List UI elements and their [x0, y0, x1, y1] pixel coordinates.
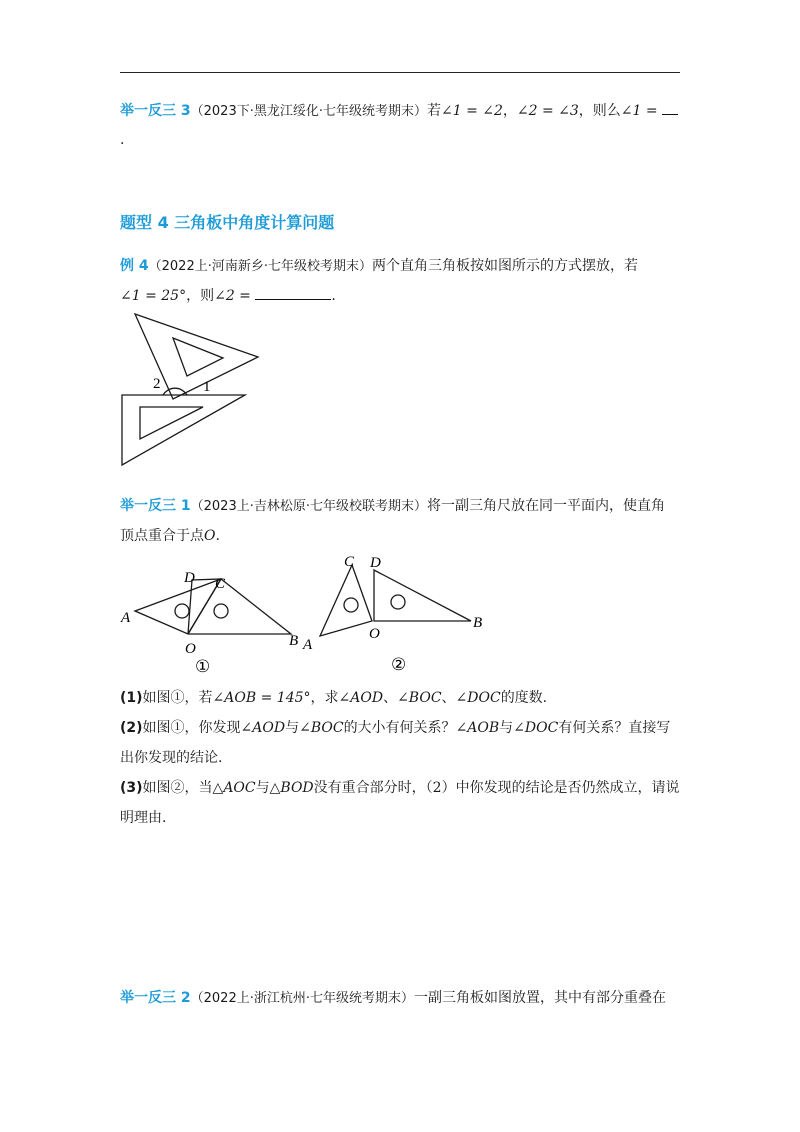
- example4-period: .: [331, 288, 336, 304]
- part1-e1: ∠AOD: [338, 690, 384, 706]
- q-tri3-line: [120, 100, 678, 122]
- fig1-label-A: A: [121, 610, 131, 626]
- part2-mid1: 与: [285, 720, 300, 736]
- q-tri1-text: 将一副三角尺放在同一平面内，使直角: [426, 498, 665, 514]
- fig2-triangle-bod: [374, 570, 471, 621]
- q-tri2-source: （2022上·浙江杭州·七年级统考期末）: [190, 991, 414, 1006]
- part2-mid3: 与: [499, 720, 514, 736]
- q-tri3-text-pre: 若: [426, 103, 441, 119]
- figure-2: [295, 550, 495, 680]
- part1-expr: ∠AOB = 145°: [212, 690, 311, 706]
- q-tri1-line2-var: O: [204, 528, 216, 544]
- example4-line1: [120, 256, 638, 277]
- fig2-label-O: O: [369, 626, 380, 642]
- fig1-triangle-aob: [135, 579, 291, 634]
- part2-pre: 如图①，你发现: [142, 720, 241, 736]
- part3-pre: 如图②，当: [142, 780, 213, 796]
- fig1-caption: ①: [195, 657, 211, 676]
- fig2-label-A: A: [303, 637, 313, 653]
- example4-text-mid: ，则: [186, 288, 215, 304]
- upper-triangle-inner: [173, 338, 223, 376]
- q-tri1-line2: [120, 526, 220, 546]
- example4-figure: [115, 308, 265, 470]
- q-tri3-expr3: ∠1 =: [620, 103, 658, 119]
- q-tri3-tag: 举一反三 3: [120, 103, 191, 119]
- part1-num: (1): [120, 690, 143, 706]
- fig2-hole-left: [344, 598, 358, 612]
- fig1-label-B: B: [289, 633, 299, 649]
- q-tri1-part3-line1: [120, 778, 680, 798]
- example4-source: （2022上·河南新乡·七年级校考期末）: [148, 259, 372, 274]
- part2-post: 有何关系？直接写: [558, 720, 671, 736]
- figure-1: [115, 550, 315, 680]
- example4-text: 两个直角三角板按如图所示的方式摆放，若: [371, 258, 638, 274]
- q-tri1-source: （2023上·吉林松原·七年级校联考期末）: [190, 499, 427, 514]
- part3-post: 没有重合部分时，（2）中你发现的结论是否仍然成立，请说: [313, 780, 680, 796]
- fig2-caption: ②: [391, 655, 407, 674]
- example4-tag: 例 4: [120, 258, 149, 274]
- part2-mid2: 的大小有何关系？: [343, 720, 456, 736]
- label-angle-1: 1: [203, 379, 211, 395]
- fig1-label-O: O: [185, 641, 196, 657]
- q-tri1-part2-line1: [120, 718, 670, 738]
- fig2-label-B: B: [473, 615, 483, 631]
- q-tri3-period: .: [120, 132, 125, 148]
- part1-sep2: 、: [441, 690, 456, 706]
- part1-e2: ∠BOC: [397, 690, 442, 706]
- part2-e3: ∠AOB: [455, 720, 500, 736]
- q-tri1-tag: 举一反三 1: [120, 498, 191, 514]
- q-tri1-line1: [120, 496, 665, 517]
- part2-e1: ∠AOD: [240, 720, 286, 736]
- fig1-label-D: D: [184, 570, 195, 586]
- part1-post: 的度数.: [500, 690, 548, 706]
- q-tri2-tag: 举一反三 2: [120, 990, 191, 1006]
- q-tri3-expr1: ∠1 = ∠2: [440, 103, 503, 119]
- q-tri1-part3-line2: 明理由.: [120, 810, 167, 826]
- q-tri2-line: [120, 988, 666, 1009]
- part1-sep1: 、: [383, 690, 398, 706]
- fig1-label-C: C: [215, 576, 226, 592]
- part2-e4: ∠DOC: [513, 720, 559, 736]
- fig2-hole-right: [391, 595, 405, 609]
- q-tri3-answer-blank[interactable]: [662, 100, 678, 115]
- q-tri1-part2-line2: 出你发现的结论.: [120, 750, 223, 766]
- q-tri2-text: 一副三角板如图放置，其中有部分重叠在: [413, 990, 666, 1006]
- example4-answer-blank[interactable]: [255, 285, 331, 300]
- part3-e1: △AOC: [212, 780, 256, 796]
- part3-num: (3): [120, 780, 143, 796]
- q-tri3-text-mid: ，则么: [578, 103, 621, 119]
- q-tri3-source: （2023下·黑龙江绥化·七年级统考期末）: [190, 104, 427, 119]
- part1-e3: ∠DOC: [455, 690, 501, 706]
- part1-pre: 如图①，若: [142, 690, 213, 706]
- q-tri3-comma: ，: [502, 103, 517, 119]
- part2-num: (2): [120, 720, 143, 736]
- q-tri1-line2-pre: 顶点重合于点: [120, 528, 204, 544]
- lower-triangle-inner: [140, 407, 203, 439]
- top-rule: [120, 72, 680, 73]
- part1-mid: ，求: [310, 690, 339, 706]
- q-tri3-expr2: ∠2 = ∠3: [516, 103, 579, 119]
- section-heading: 题型 4 三角板中角度计算问题: [120, 213, 335, 232]
- part2-e2: ∠BOC: [299, 720, 344, 736]
- q-tri1-line2-post: .: [215, 528, 220, 544]
- part3-e2: △BOD: [269, 780, 314, 796]
- example4-expr2: ∠2 =: [214, 288, 251, 304]
- fig1-hole-left: [175, 604, 189, 618]
- q-tri1-part1: [120, 688, 547, 708]
- fig2-label-C: C: [344, 554, 355, 570]
- fig1-hole-right: [214, 604, 228, 618]
- part3-mid: 与: [255, 780, 270, 796]
- example4-expr1: ∠1 = 25°: [120, 288, 187, 304]
- example4-line2: [120, 285, 336, 306]
- label-angle-2: 2: [153, 376, 161, 392]
- fig2-label-D: D: [370, 555, 381, 571]
